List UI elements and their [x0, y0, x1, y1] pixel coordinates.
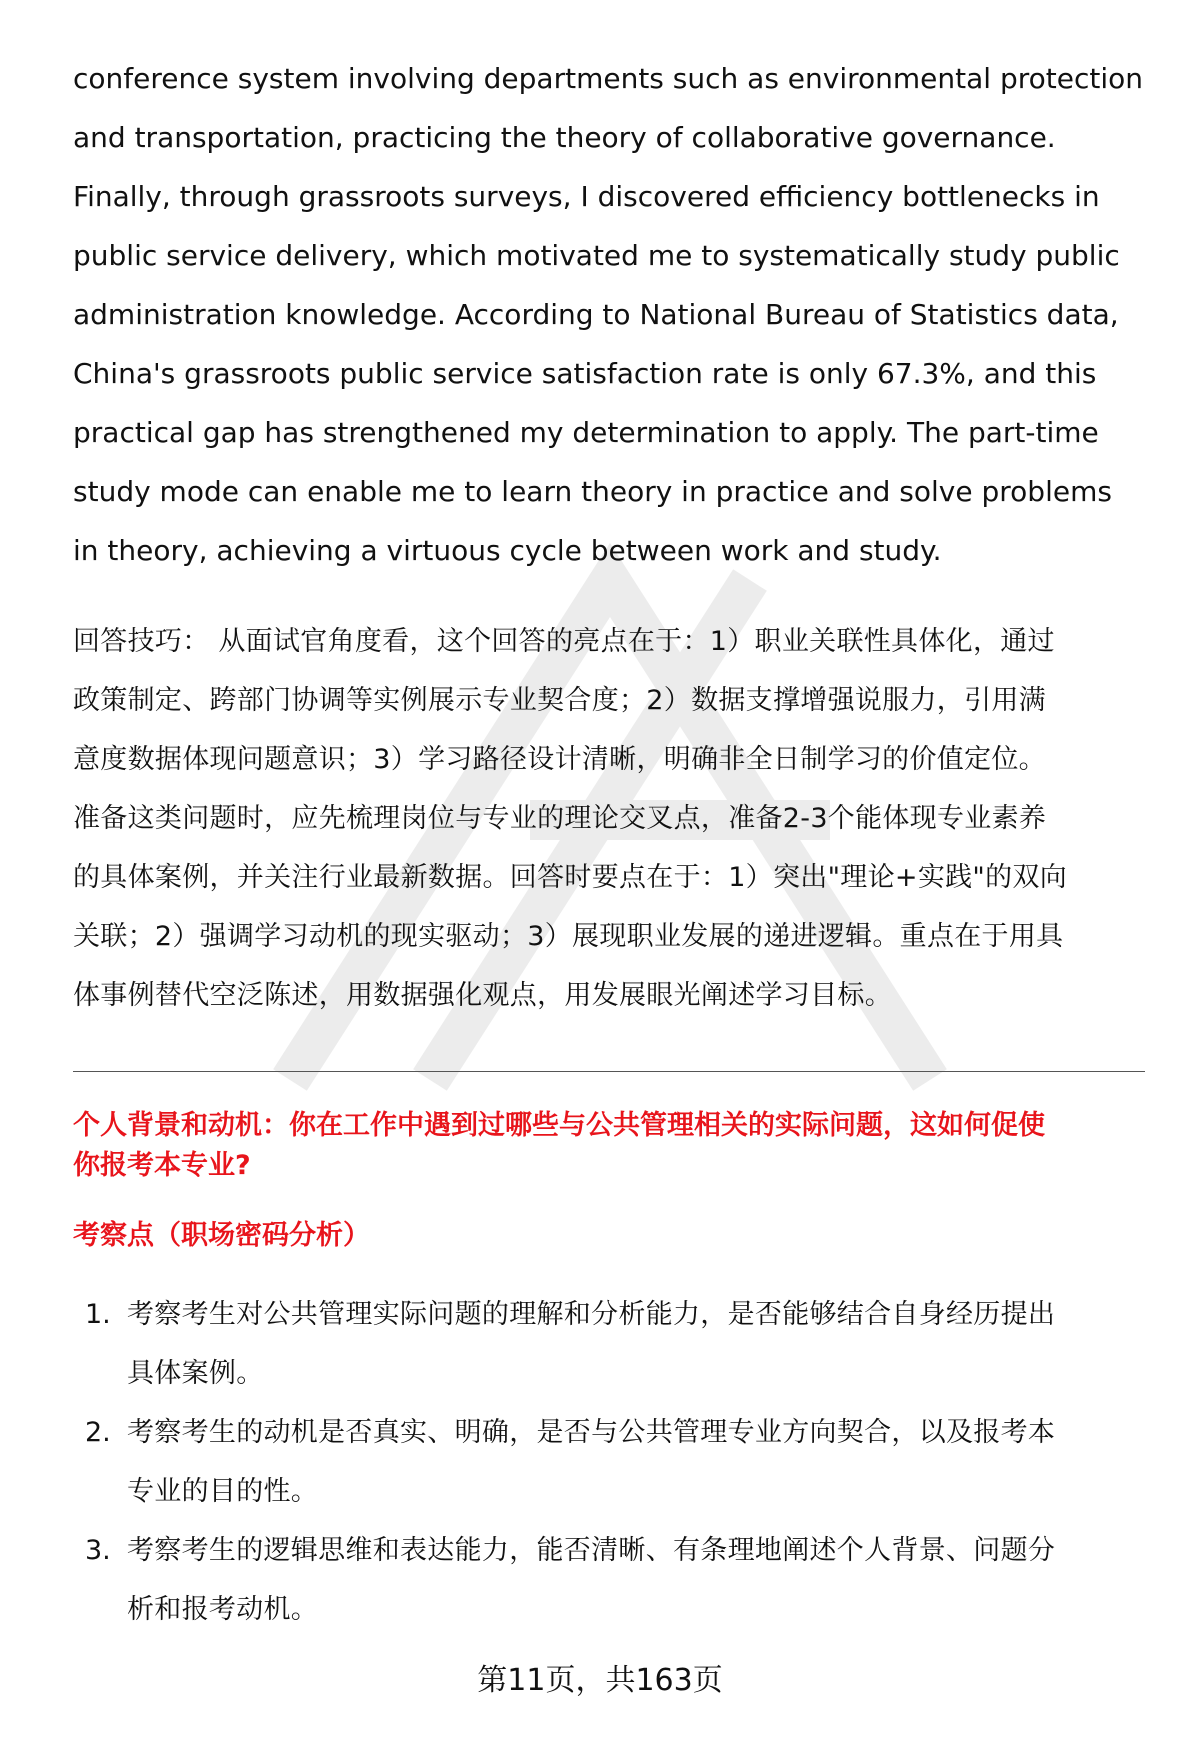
- answer-english-paragraph: [73, 49, 1153, 580]
- text-line: study mode can enable me to learn theory in practice and solve problems: [73, 475, 1112, 508]
- question-heading: [73, 1106, 1153, 1186]
- text-line: 体事例替代空泛陈述，用数据强化观点，用发展眼光阐述学习目标。: [73, 980, 892, 1011]
- text-line: 你报考本专业?: [73, 1150, 251, 1181]
- text-line: 政策制定、跨部门协调等实例展示专业契合度；2）数据支撑增强说服力，引用满: [73, 685, 1046, 716]
- text-line: 考察考生的逻辑思维和表达能力，能否清晰、有条理地阐述个人背景、问题分: [127, 1535, 1056, 1566]
- section-divider: [73, 1071, 1145, 1072]
- text-line: 意度数据体现问题意识；3）学习路径设计清晰，明确非全日制学习的价值定位。: [73, 744, 1046, 775]
- text-line: 的具体案例，并关注行业最新数据。回答时要点在于：1）突出"理论+实践"的双向: [73, 862, 1068, 893]
- text-line: conference system involving departments such as environmental protection: [73, 62, 1144, 95]
- text-line: 关联；2）强调学习动机的现实驱动；3）展现职业发展的递进逻辑。重点在于用具: [73, 921, 1064, 952]
- text-line: and transportation, practicing the theory of collaborative governance.: [73, 121, 1056, 154]
- text-line: in theory, achieving a virtuous cycle between work and study.: [73, 534, 942, 567]
- text-line: administration knowledge. According to National Bureau of Statistics data,: [73, 298, 1119, 331]
- text-line: practical gap has strengthened my determination to apply. The part-time: [73, 416, 1099, 449]
- text-line: 具体案例。: [127, 1358, 264, 1389]
- list-item: [73, 1285, 1153, 1403]
- list-item: [73, 1403, 1153, 1521]
- list-number: 3.: [85, 1535, 111, 1566]
- text-line: 考察考生的动机是否真实、明确，是否与公共管理专业方向契合，以及报考本: [127, 1417, 1056, 1448]
- text-line: 考察考生对公共管理实际问题的理解和分析能力，是否能够结合自身经历提出: [127, 1299, 1056, 1330]
- text-line: 准备这类问题时，应先梳理岗位与专业的理论交叉点，准备2-3个能体现专业素养: [73, 803, 1047, 834]
- list-item: [73, 1521, 1153, 1639]
- answer-tips-paragraph: [73, 612, 1153, 1025]
- text-line: China's grassroots public service satisfaction rate is only 67.3%, and this: [73, 357, 1097, 390]
- list-number: 2.: [85, 1417, 111, 1448]
- text-line: 个人背景和动机：你在工作中遇到过哪些与公共管理相关的实际问题，这如何促使: [73, 1110, 1045, 1141]
- text-line: Finally, through grassroots surveys, I discovered efficiency bottlenecks in: [73, 180, 1100, 213]
- page-number: 第11页，共163页: [477, 1663, 723, 1698]
- list-number: 1.: [85, 1299, 111, 1330]
- text-line: 回答技巧： 从面试官角度看，这个回答的亮点在于：1）职业关联性具体化，通过: [73, 626, 1055, 657]
- text-line: 专业的目的性。: [127, 1476, 319, 1507]
- section-title: 考察点（职场密码分析）: [73, 1220, 370, 1251]
- text-line: 析和报考动机。: [127, 1594, 319, 1625]
- text-line: public service delivery, which motivated me to systematically study public: [73, 239, 1120, 272]
- points-list: [73, 1285, 1153, 1639]
